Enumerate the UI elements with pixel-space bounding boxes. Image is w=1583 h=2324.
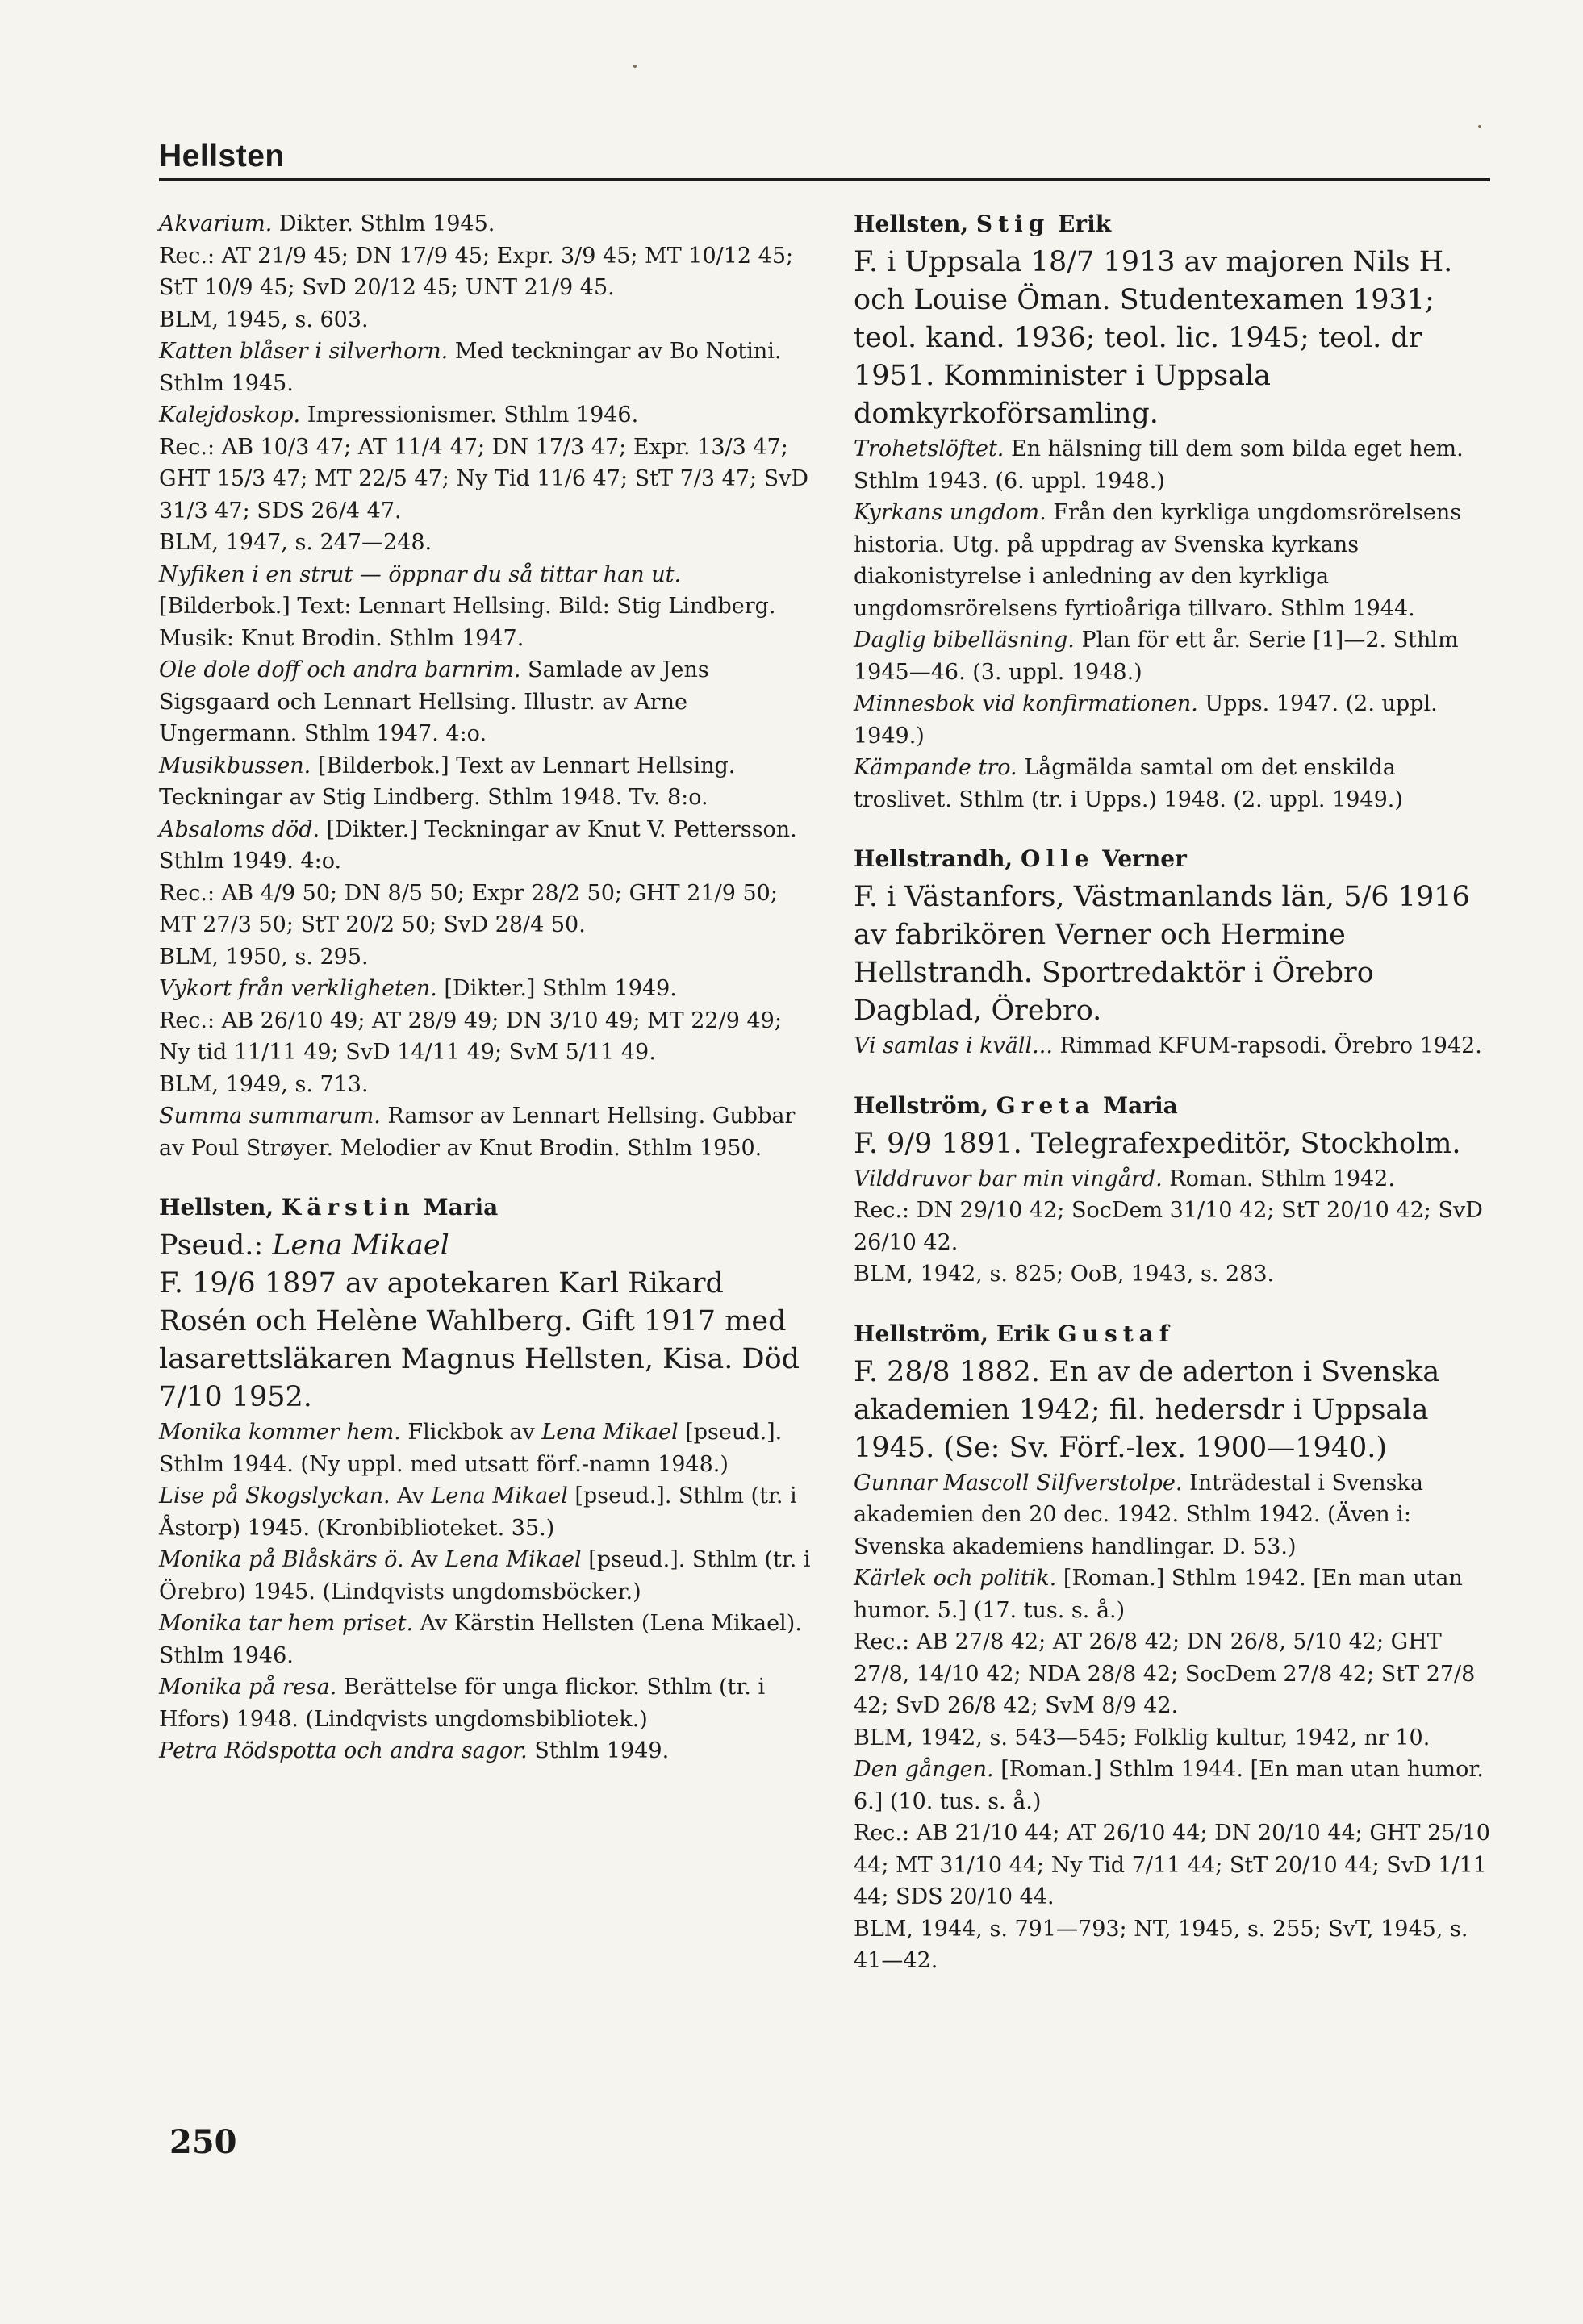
entry-hellsten-continued	[159, 208, 812, 1164]
entry-heading: Hellström, Greta Maria	[854, 1091, 1178, 1119]
review-line: BLM, 1944, s. 791—793; NT, 1945, s. 255; SvT, 1945, s. 41—42.	[854, 1916, 1468, 1973]
bibliography-line: Lise på Skogslyckan. Av Lena Mikael [pseud.]. Sthlm (tr. i Åstorp) 1945. (Kronbiblioteket. 35.)	[159, 1483, 797, 1541]
entry-heading: Hellstrandh, Olle Verner	[854, 845, 1187, 872]
entry-hellstrom-greta-maria	[854, 1090, 1494, 1291]
bibliography-line: Monika på Blåskärs ö. Av Lena Mikael [pseud.]. Sthlm (tr. i Örebro) 1945. (Lindqvists ungdomsböcker.)	[159, 1547, 811, 1604]
entry-hellsten-karstin-maria	[159, 1191, 812, 1767]
entry-hellsten-stig-erik	[854, 208, 1494, 816]
bibliography-line: Summa summarum. Ramsor av Lennart Hellsing. Gubbar av Poul Strøyer. Melodier av Knut Brodin. Sthlm 1950.	[159, 1104, 796, 1161]
review-line: Rec.: AB 21/10 44; AT 26/10 44; DN 20/10 44; GHT 25/10 44; MT 31/10 44; Ny Tid 7/11 44; StT 20/10 44; SvD 1/11 44; SDS 20/10 44.	[854, 1821, 1490, 1909]
review-line: BLM, 1950, s. 295.	[159, 944, 369, 970]
bibliography-line: Ole dole doff och andra barnrim. Samlade av Jens Sigsgaard och Lennart Hellsing. Illustr. av Arne Ungermann. Sthlm 1947. 4:o.	[159, 657, 709, 746]
right-column	[854, 208, 1494, 2005]
bibliography-line: Gunnar Mascoll Silfverstolpe. Inträdestal i Svenska akademien den 20 dec. 1942. Sthlm 1942. (Även i: Svenska akademiens handlingar. D. 53.)	[854, 1470, 1423, 1559]
paper-speck	[633, 65, 637, 68]
bibliography-line: Nyfiken i en strut — öppnar du så tittar han ut. [Bilderbok.] Text: Lennart Hellsing. Bild: Stig Lindberg. Musik: Knut Brodin. Sthlm 1947.	[159, 561, 776, 651]
entry-hellstrandh-olle-verner	[854, 843, 1494, 1062]
entry-heading: Hellsten, Kärstin Maria	[159, 1194, 499, 1220]
bibliography-line: Trohetslöftet. En hälsning till dem som bilda eget hem. Sthlm 1943. (6. uppl. 1948.)	[854, 436, 1464, 494]
header-rule	[159, 178, 1490, 181]
bibliography-line: Monika tar hem priset. Av Kärstin Hellsten (Lena Mikael). Sthlm 1946.	[159, 1611, 802, 1668]
bibliography-line: Kärlek och politik. [Roman.] Sthlm 1942. [En man utan humor. 5.] (17. tus. s. å.)	[854, 1566, 1463, 1623]
bibliography-line: Vilddruvor bar min vingård. Roman. Sthlm 1942.	[854, 1166, 1395, 1191]
bibliography-line: Monika kommer hem. Flickbok av Lena Mikael [pseud.]. Sthlm 1944. (Ny uppl. med utsatt förf.-namn 1948.)	[159, 1420, 783, 1477]
review-line: BLM, 1942, s. 825; OoB, 1943, s. 283.	[854, 1262, 1275, 1287]
bibliography-line: Vi samlas i kväll... Rimmad KFUM-rapsodi. Örebro 1942.	[854, 1033, 1482, 1058]
biography: F. i Uppsala 18/7 1913 av majoren Nils H. och Louise Öman. Studentexamen 1931; teol. kand. 1936; teol. lic. 1945; teol. dr 1951. Komminister i Uppsala domkyrkoförsamling.	[854, 246, 1453, 430]
entry-heading: Hellsten, Stig Erik	[854, 211, 1112, 237]
bibliography-line: Minnesbok vid konfirmationen. Upps. 1947. (2. uppl. 1949.)	[854, 691, 1438, 749]
left-column	[159, 208, 812, 1795]
review-line: Rec.: AT 21/9 45; DN 17/9 45; Expr. 3/9 45; MT 10/12 45; StT 10/9 45; SvD 20/12 45; UNT 21/9 45.	[159, 243, 794, 300]
review-line: Rec.: DN 29/10 42; SocDem 31/10 42; StT 20/10 42; SvD 26/10 42.	[854, 1198, 1483, 1255]
biography: F. 28/8 1882. En av de aderton i Svenska akademien 1942; fil. hedersdr i Uppsala 1945. (Se: Sv. Förf.-lex. 1900—1940.)	[854, 1355, 1440, 1464]
review-line: Rec.: AB 27/8 42; AT 26/8 42; DN 26/8, 5/10 42; GHT 27/8, 14/10 42; NDA 28/8 42; SocDem 27/8 42; StT 27/8 42; SvD 26/8 42; SvM 8/9 42.	[854, 1629, 1476, 1718]
pseudonym-line: Pseud.: Lena Mikael	[159, 1229, 449, 1262]
review-line: BLM, 1942, s. 543—545; Folklig kultur, 1942, nr 10.	[854, 1725, 1431, 1750]
entry-heading: Hellström, Erik Gustaf	[854, 1320, 1175, 1347]
bibliography-line: Vykort från verkligheten. [Dikter.] Sthlm 1949.	[159, 976, 677, 1001]
bibliography-line: Katten blåser i silverhorn. Med teckningar av Bo Notini. Sthlm 1945.	[159, 339, 782, 396]
biography: F. i Västanfors, Västmanlands län, 5/6 1916 av fabrikören Verner och Hermine Hellstrandh. Sportredaktör i Örebro Dagblad, Örebro.	[854, 881, 1470, 1027]
review-line: BLM, 1947, s. 247—248.	[159, 530, 432, 555]
biography: F. 9/9 1891. Telegrafexpeditör, Stockholm.	[854, 1127, 1461, 1160]
page-number: 250	[169, 2123, 237, 2161]
paper-speck	[1478, 125, 1481, 128]
bibliography-line: Kämpande tro. Lågmälda samtal om det enskilda troslivet. Sthlm (tr. i Upps.) 1948. (2. uppl. 1949.)	[854, 755, 1403, 812]
bibliography-line: Monika på resa. Berättelse för unga flickor. Sthlm (tr. i Hfors) 1948. (Lindqvists ungdomsbibliotek.)	[159, 1675, 766, 1732]
bibliography-line: Absaloms död. [Dikter.] Teckningar av Knut V. Pettersson. Sthlm 1949. 4:o.	[159, 816, 797, 874]
bibliography-line: Akvarium. Dikter. Sthlm 1945.	[159, 211, 495, 236]
running-head: Hellsten	[159, 139, 285, 173]
bibliography-line: Petra Rödspotta och andra sagor. Sthlm 1949.	[159, 1738, 670, 1763]
bibliography-line: Daglig bibelläsning. Plan för ett år. Serie [1]—2. Sthlm 1945—46. (3. uppl. 1948.)	[854, 628, 1459, 685]
review-line: Rec.: AB 4/9 50; DN 8/5 50; Expr 28/2 50; GHT 21/9 50; MT 27/3 50; StT 20/2 50; SvD 28/4 50.	[159, 880, 778, 937]
review-line: BLM, 1949, s. 713.	[159, 1071, 369, 1097]
biography: F. 19/6 1897 av apotekaren Karl Rikard Rosén och Helène Wahlberg. Gift 1917 med lasarettsläkaren Magnus Hellsten, Kisa. Död 7/10 1952.	[159, 1267, 800, 1413]
review-line: Rec.: AB 26/10 49; AT 28/9 49; DN 3/10 49; MT 22/9 49; Ny tid 11/11 49; SvD 14/11 49; SvM 5/11 49.	[159, 1008, 782, 1065]
review-line: BLM, 1945, s. 603.	[159, 307, 369, 332]
bibliography-line: Kyrkans ungdom. Från den kyrkliga ungdomsrörelsens historia. Utg. på uppdrag av Svenska kyrkans diakonistyrelse i anledning av den kyrkliga ungdomsrörelsens fyrtioåriga tillvaro. Sthlm 1944.	[854, 500, 1462, 621]
entry-hellstrom-erik-gustaf	[854, 1318, 1494, 1977]
bibliography-line: Kalejdoskop. Impressionismer. Sthlm 1946.	[159, 403, 639, 428]
bibliography-line: Den gången. [Roman.] Sthlm 1944. [En man utan humor. 6.] (10. tus. s. å.)	[854, 1757, 1484, 1814]
review-line: Rec.: AB 10/3 47; AT 11/4 47; DN 17/3 47; Expr. 13/3 47; GHT 15/3 47; MT 22/5 47; Ny Tid 11/6 47; StT 7/3 47; SvD 31/3 47; SDS 26/4 47.	[159, 434, 809, 524]
bibliography-line: Musikbussen. [Bilderbok.] Text av Lennart Hellsing. Teckningar av Stig Lindberg. Sthlm 1948. Tv. 8:o.	[159, 753, 736, 810]
